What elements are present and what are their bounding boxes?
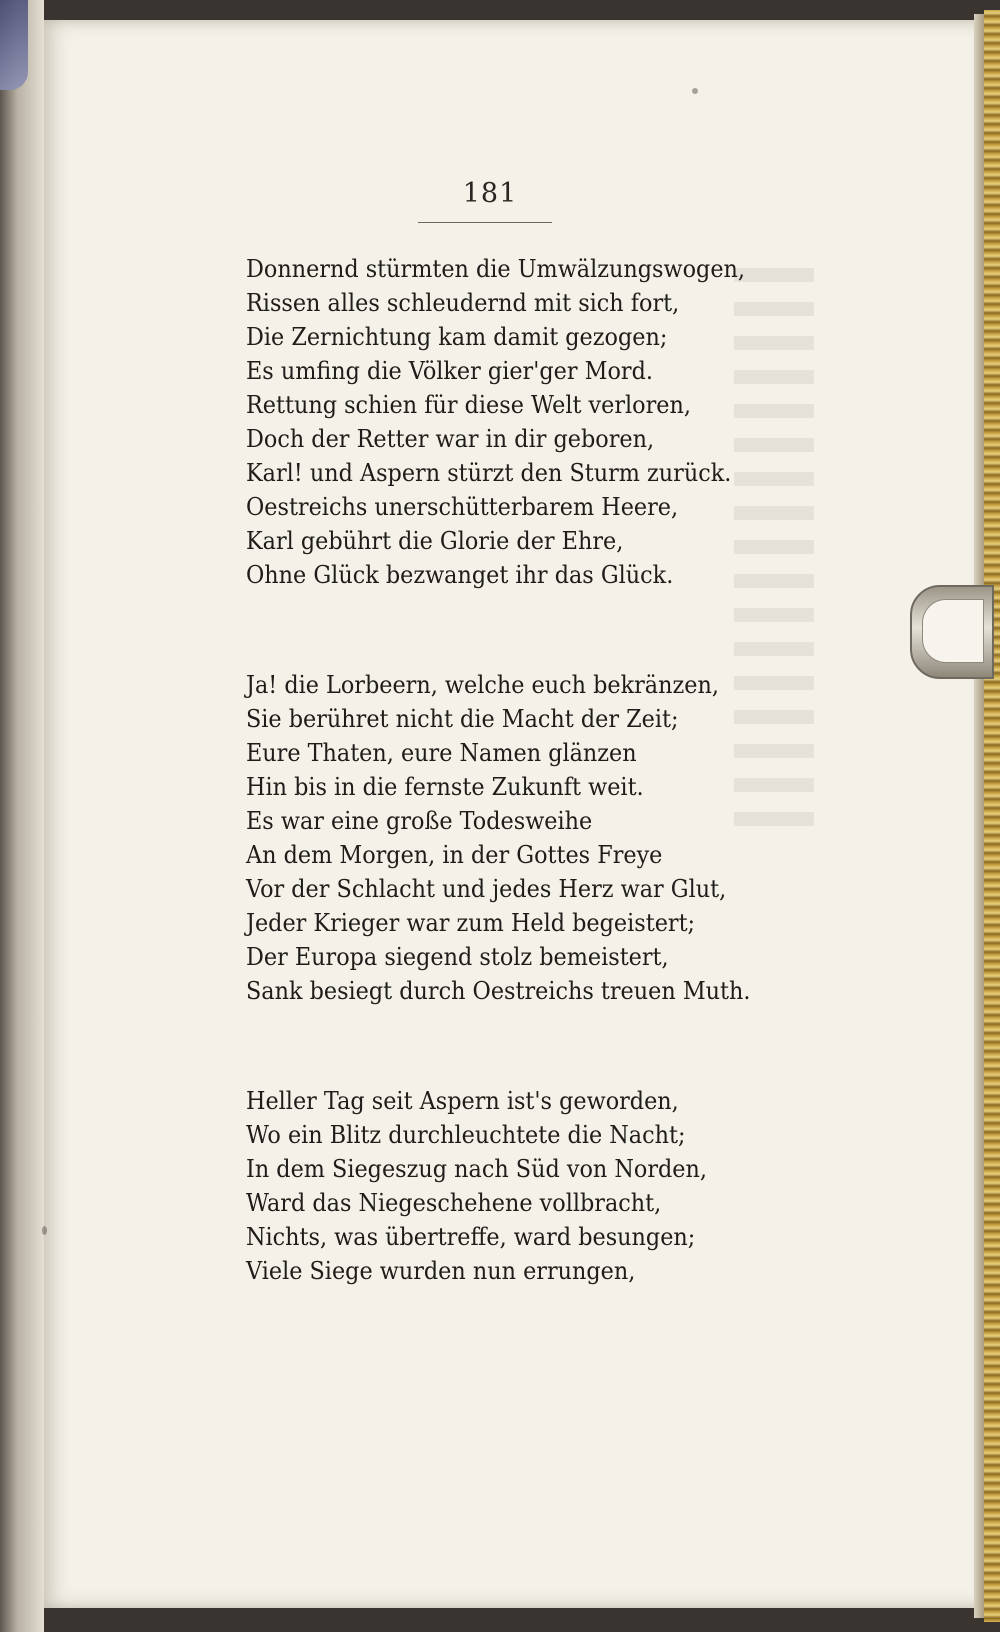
stanza-1 [246,252,806,592]
page-number: 181 [462,178,518,209]
poem-line: Sank besiegt durch Oestreichs treuen Muth. [246,977,751,1005]
poem-line: Die Zernichtung kam damit gezogen; [246,323,668,351]
poem-line: Oestreichs unerschütterbarem Heere, [246,493,679,521]
poem-line: Rettung schien für diese Welt verloren, [246,391,691,419]
poem-line: Heller Tag seit Aspern ist's geworden, [246,1087,679,1115]
poem-line: Doch der Retter war in dir geboren, [246,425,655,453]
stanza-3 [246,1084,806,1288]
poem-line: Karl! und Aspern stürzt den Sturm zurück. [246,459,732,487]
binding-corner [0,0,28,90]
stanza-2 [246,668,806,1008]
book-clasp [910,585,994,679]
poem-line: Es war eine große Todesweihe [246,807,593,835]
poem-line: Vor der Schlacht und jedes Herz war Glut, [246,875,727,903]
poem-line: In dem Siegeszug nach Süd von Norden, [246,1155,707,1183]
poem-line: Hin bis in die fernste Zukunft weit. [246,773,644,801]
poem-line: Viele Siege wurden nun errungen, [246,1257,636,1285]
paper-speck [42,1226,47,1235]
paper-speck [692,88,698,94]
poem-line: Rissen alles schleudernd mit sich fort, [246,289,680,317]
poem [246,252,806,1288]
poem-line: Ja! die Lorbeern, welche euch bekränzen, [246,671,719,699]
poem-line: Der Europa siegend stolz bemeistert, [246,943,669,971]
poem-line: Es umfing die Völker gier'ger Mord. [246,357,653,385]
clasp-loop [922,599,984,663]
poem-line: Eure Thaten, eure Namen glänzen [246,739,637,767]
header-rule [418,222,552,223]
poem-line: Nichts, was übertreffe, ward besungen; [246,1223,696,1251]
poem-line: An dem Morgen, in der Gottes Freye [246,841,663,869]
poem-line: Jeder Krieger war zum Held begeistert; [246,909,696,937]
poem-line: Karl gebührt die Glorie der Ehre, [246,527,624,555]
poem-line: Ward das Niegeschehene vollbracht, [246,1189,662,1217]
gilt-page-edge [984,10,1000,1622]
poem-line: Sie berühret nicht die Macht der Zeit; [246,705,679,733]
poem-line: Wo ein Blitz durchleuchtete die Nacht; [246,1121,686,1149]
page-block-edge [974,14,984,1618]
facing-page-edge [0,0,44,1632]
poem-line: Ohne Glück bezwanget ihr das Glück. [246,561,674,589]
poem-line: Donnernd stürmten die Umwälzungswogen, [246,255,746,283]
